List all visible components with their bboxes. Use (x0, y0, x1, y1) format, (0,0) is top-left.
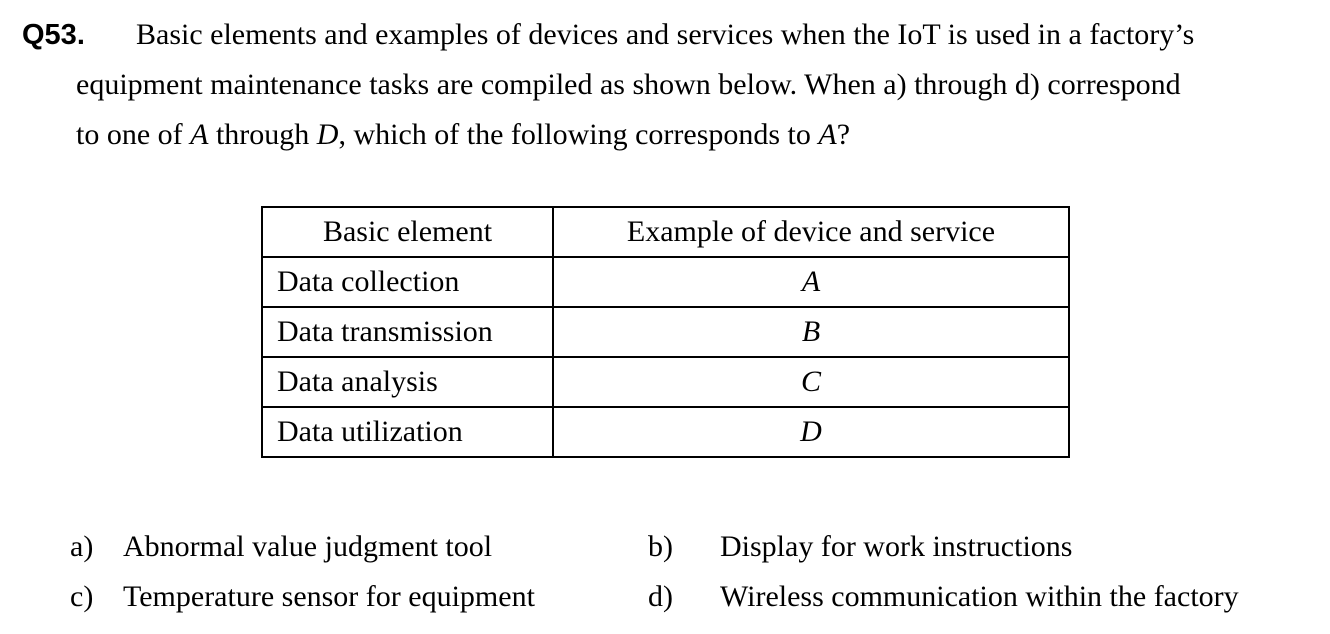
question-text-segment: to one of (76, 118, 191, 151)
variable-d: D (316, 118, 339, 151)
table-header-row (262, 207, 1069, 257)
row-example-cell: A (553, 257, 1069, 307)
table-row (262, 307, 1069, 357)
row-element-cell: Data collection (262, 257, 553, 307)
question-text-segment: , which of the following corresponds to (338, 118, 819, 151)
row-element-cell: Data analysis (262, 357, 553, 407)
question-text-line-1: Basic elements and examples of devices and services when the IoT is used in a factory’s (136, 18, 1195, 51)
row-element-cell: Data transmission (262, 307, 553, 357)
header-basic-element: Basic element (262, 207, 553, 257)
question-text-segment: ? (836, 118, 851, 151)
choice-label: b) (648, 530, 673, 563)
header-example: Example of device and service (553, 207, 1069, 257)
choice-label: a) (70, 530, 94, 563)
variable-a: A (190, 118, 209, 151)
choice-text: Abnormal value judgment tool (123, 530, 493, 563)
table-row (262, 357, 1069, 407)
choice-label: d) (648, 580, 673, 613)
variable-a: A (818, 118, 837, 151)
elements-table (261, 206, 1070, 458)
choice-text: Wireless communication within the factory (720, 580, 1239, 613)
table-row (262, 257, 1069, 307)
question-text-line-3 (76, 117, 850, 153)
table-row (262, 407, 1069, 457)
row-element-cell: Data utilization (262, 407, 553, 457)
question-text-segment: through (208, 118, 317, 151)
row-example-cell: C (553, 357, 1069, 407)
row-example-cell: D (553, 407, 1069, 457)
question-number: Q53. (22, 19, 85, 51)
choice-text: Temperature sensor for equipment (123, 580, 535, 613)
choice-label: c) (70, 580, 94, 613)
question-text-line-2: equipment maintenance tasks are compiled as shown below. When a) through d) correspond (76, 68, 1181, 101)
choice-text: Display for work instructions (720, 530, 1073, 563)
row-example-cell: B (553, 307, 1069, 357)
